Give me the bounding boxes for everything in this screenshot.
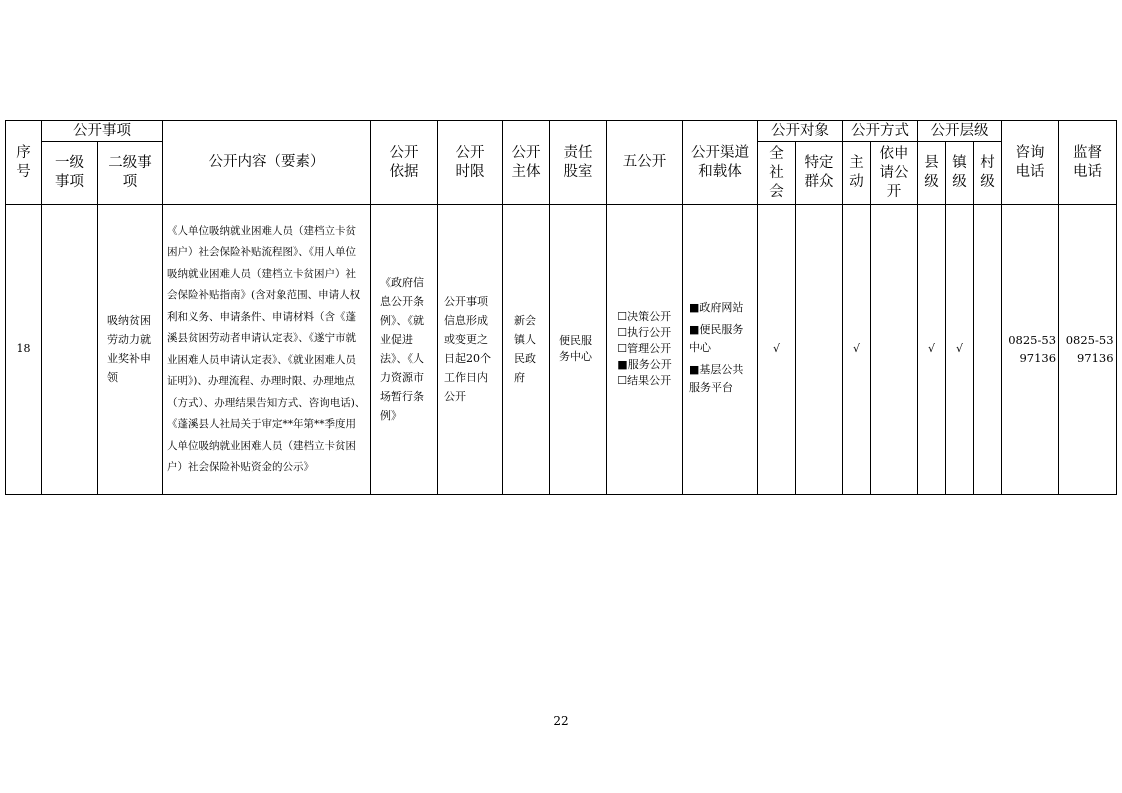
channel-item-website: ■政府网站 bbox=[689, 300, 744, 314]
header-level-village: 村级 bbox=[974, 142, 1002, 205]
five-item-execution: ☐执行公开 bbox=[617, 325, 672, 339]
header-level-group: 公开层级 bbox=[918, 121, 1002, 142]
header-method-group: 公开方式 bbox=[843, 121, 918, 142]
header-subject: 公开主体 bbox=[503, 121, 550, 205]
row-method-active: √ bbox=[843, 205, 871, 495]
header-channel: 公开渠道和载体 bbox=[683, 121, 758, 205]
row-method-request bbox=[871, 205, 918, 495]
row-subject: 新会镇人民政府 bbox=[503, 205, 550, 495]
header-five: 五公开 bbox=[607, 121, 683, 205]
channel-item-platform: ■基层公共服务平台 bbox=[689, 362, 744, 394]
header-method-request: 依申请公开 bbox=[871, 142, 918, 205]
header-level1: 一级事项 bbox=[42, 142, 98, 205]
header-time-limit: 公开时限 bbox=[438, 121, 503, 205]
row-channels bbox=[683, 205, 758, 495]
row-level1 bbox=[42, 205, 98, 495]
header-level2: 二级事项 bbox=[98, 142, 163, 205]
header-level-county: 县级 bbox=[918, 142, 946, 205]
header-target-group: 公开对象 bbox=[758, 121, 843, 142]
row-target-specific bbox=[796, 205, 843, 495]
row-target-all: √ bbox=[758, 205, 796, 495]
channel-list bbox=[689, 299, 751, 401]
disclosure-table bbox=[5, 120, 1117, 495]
table-row bbox=[6, 205, 1117, 495]
row-dept: 便民服务中心 bbox=[550, 205, 607, 495]
row-level-county: √ bbox=[918, 205, 946, 495]
page-number: 22 bbox=[553, 714, 569, 728]
row-supervise-phone: 0825-5397136 bbox=[1059, 205, 1117, 495]
header-level-town: 镇级 bbox=[946, 142, 974, 205]
row-content: 《人单位吸纳就业困难人员（建档立卡贫困户）社会保险补贴流程图》、《用人单位吸纳就业困难人员（建档立卡贫困户）社会保险补贴指南》(含对象范围、申请人权利和义务、申请条件、申请材料（含《蓬溪县贫困劳动者申请认定表》、《遂宁市就业困难人员申请认定表》、《就业困难人员证明》)、办理流程、办理时限、办理地点（方式）、办理结果告知方式、咨询电话)、《蓬溪县人社局关于审定**年第**季度用人单位吸纳就业困难人员（建档立卡贫困户）社会保险补贴资金的公示》 bbox=[163, 205, 371, 495]
header-basis: 公开依据 bbox=[371, 121, 438, 205]
row-basis: 《政府信息公开条例》、《就业促进法》、《人力资源市场暂行条例》 bbox=[371, 205, 438, 495]
header-target-specific: 特定群众 bbox=[796, 142, 843, 205]
row-level2: 吸纳贫困劳动力就业奖补申领 bbox=[98, 205, 163, 495]
row-time-limit: 公开事项信息形成或变更之日起20个工作日内公开 bbox=[438, 205, 503, 495]
row-seq: 18 bbox=[6, 205, 42, 495]
header-target-all: 全社会 bbox=[758, 142, 796, 205]
five-item-decision: ☐决策公开 bbox=[617, 309, 672, 323]
five-list bbox=[617, 309, 671, 389]
header-consult: 咨询电话 bbox=[1002, 121, 1059, 205]
row-consult-phone: 0825-5397136 bbox=[1002, 205, 1059, 495]
row-level-town: √ bbox=[946, 205, 974, 495]
header-content: 公开内容（要素） bbox=[163, 121, 371, 205]
row-five bbox=[607, 205, 683, 495]
five-item-management: ☐管理公开 bbox=[617, 341, 672, 355]
channel-item-service-center: ■便民服务中心 bbox=[689, 322, 744, 354]
header-seq: 序号 bbox=[6, 121, 42, 205]
header-supervise: 监督电话 bbox=[1059, 121, 1117, 205]
header-dept: 责任股室 bbox=[550, 121, 607, 205]
header-method-active: 主动 bbox=[843, 142, 871, 205]
header-items-group: 公开事项 bbox=[42, 121, 163, 142]
five-item-service: ■服务公开 bbox=[617, 357, 672, 371]
row-level-village bbox=[974, 205, 1002, 495]
five-item-result: ☐结果公开 bbox=[617, 373, 672, 387]
